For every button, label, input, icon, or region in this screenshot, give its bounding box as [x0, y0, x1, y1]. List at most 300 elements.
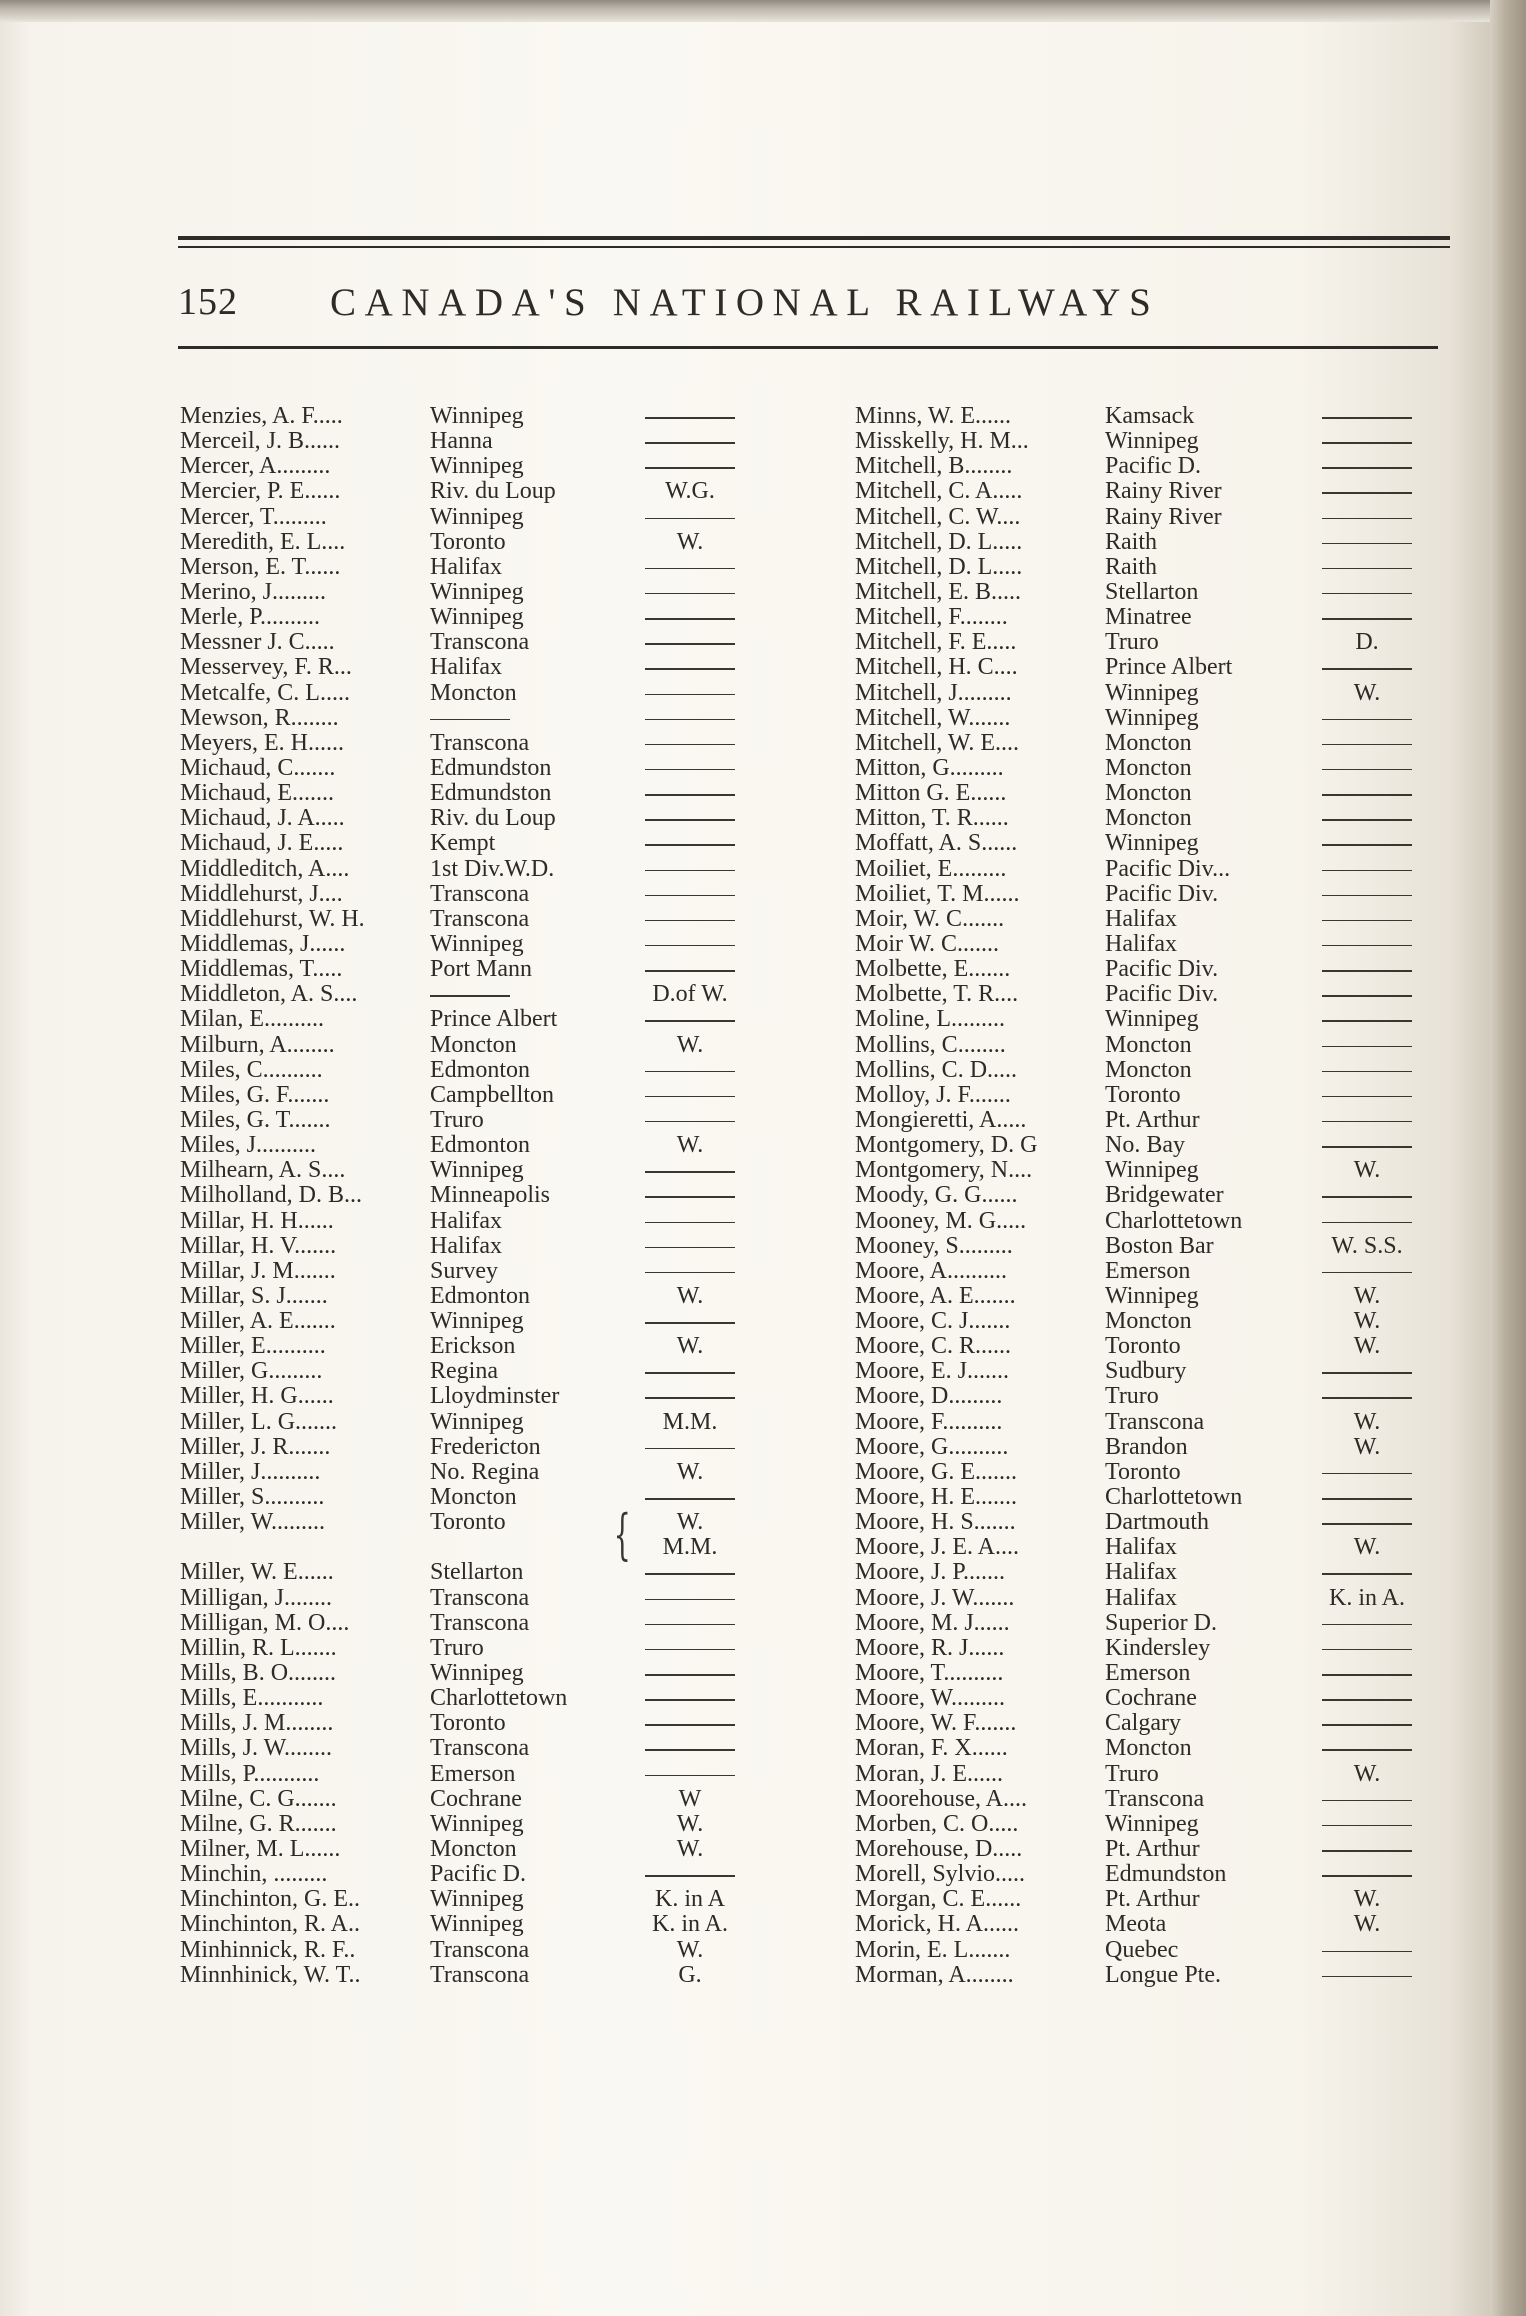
entry-location: Winnipeg — [430, 403, 524, 429]
entry-location: Minatree — [1105, 604, 1192, 631]
directory-entry — [855, 1636, 1495, 1661]
directory-entry — [180, 1636, 820, 1661]
entry-location: Pacific Div. — [1105, 956, 1219, 983]
entry-name: Milburn, A........ — [180, 1031, 335, 1058]
entry-location: Pt. Arthur — [1105, 1836, 1200, 1863]
entry-name: Mitchell, H. C.... — [855, 654, 1018, 681]
status-blank-dash — [1322, 1146, 1412, 1148]
status-blank-dash — [1322, 1624, 1412, 1626]
entry-status: W. — [1353, 1282, 1381, 1309]
entry-location: Pacific Div... — [1105, 855, 1231, 882]
entry-location: Brandon — [1105, 1433, 1188, 1460]
status-blank-dash — [1322, 744, 1412, 746]
status-blank-dash — [1322, 1875, 1412, 1877]
entry-location: Winnipeg — [430, 930, 524, 957]
entry-location: Moncton — [1105, 780, 1192, 807]
status-blank-dash — [645, 895, 735, 897]
status-blank-dash — [1322, 1196, 1412, 1198]
entry-location: Winnipeg — [1105, 679, 1199, 706]
directory-entry — [855, 1334, 1495, 1359]
entry-location: Kamsack — [1105, 403, 1195, 429]
entry-status: W. — [676, 1132, 704, 1159]
entry-location: Transcona — [430, 629, 530, 656]
status-blank-dash — [645, 819, 735, 821]
entry-location: Moncton — [430, 1836, 517, 1863]
entry-location: Truro — [1105, 1760, 1159, 1787]
directory-entry — [180, 806, 820, 831]
status-blank-dash — [645, 970, 735, 972]
entry-name: Mitchell, F........ — [855, 604, 1008, 631]
entry-status: G. — [678, 1961, 702, 1988]
entry-location: Moncton — [1105, 805, 1192, 832]
entry-status: W. — [676, 1810, 704, 1837]
directory-entry — [855, 1133, 1495, 1158]
directory-entry — [855, 857, 1495, 882]
status-blank-dash — [1322, 794, 1412, 796]
directory-entry — [855, 706, 1495, 731]
entry-name: Millin, R. L....... — [180, 1634, 337, 1661]
directory-entry — [180, 1560, 820, 1585]
entry-status: D. — [1355, 629, 1379, 656]
directory-entry — [855, 1862, 1495, 1887]
entry-name: Merino, J......... — [180, 578, 326, 605]
status-blank-dash — [1322, 920, 1412, 922]
directory-entry — [855, 479, 1495, 504]
entry-name: Morehouse, D..... — [855, 1836, 1023, 1863]
entry-name: Morick, H. A...... — [855, 1911, 1019, 1938]
entry-location: Winnipeg — [430, 1911, 524, 1938]
status-blank-dash — [645, 1573, 735, 1575]
header-rule-thick — [178, 236, 1450, 240]
entry-name: Merle, P.......... — [180, 604, 320, 631]
directory-entry — [180, 982, 820, 1007]
directory-entry — [180, 1108, 820, 1133]
location-blank-dash — [430, 719, 510, 721]
entry-name: Moore, C. R...... — [855, 1333, 1011, 1360]
status-blank-dash — [1322, 719, 1412, 721]
entry-location: No. Bay — [1105, 1132, 1185, 1159]
entry-name: Mitchell, J......... — [855, 679, 1012, 706]
entry-status: W. S.S. — [1331, 1232, 1403, 1259]
entry-status: W. — [1353, 1333, 1381, 1360]
entry-name: Moiliet, T. M...... — [855, 880, 1020, 907]
status-blank-dash — [645, 1020, 735, 1022]
entry-status: W. — [676, 1509, 704, 1536]
entry-status: W. — [1353, 1760, 1381, 1787]
entry-name: Moore, G. E....... — [855, 1458, 1017, 1485]
directory-entry — [180, 580, 820, 605]
entry-name: Miller, J.......... — [180, 1458, 321, 1485]
directory-entry — [180, 1309, 820, 1334]
entry-name: Moorehouse, A.... — [855, 1785, 1027, 1812]
status-blank-dash — [645, 719, 735, 721]
status-blank-dash — [1322, 1498, 1412, 1500]
status-blank-dash — [645, 945, 735, 947]
page-spine-edge — [1490, 0, 1526, 2316]
directory-entry — [180, 1711, 820, 1736]
entry-name: Mongieretti, A..... — [855, 1106, 1027, 1133]
status-blank-dash — [645, 1222, 735, 1224]
entry-name: Molloy, J. F....... — [855, 1081, 1011, 1108]
entry-location: Winnipeg — [1105, 428, 1199, 455]
status-blank-dash — [645, 844, 735, 846]
status-blank-dash — [645, 1247, 735, 1249]
directory-entry — [855, 655, 1495, 680]
directory-entry — [180, 530, 820, 555]
entry-location: Toronto — [430, 1509, 506, 1536]
entry-name: Minnhinick, W. T.. — [180, 1961, 361, 1988]
entry-location: Winnipeg — [430, 1660, 524, 1687]
entry-location: Pacific D. — [430, 1861, 526, 1888]
entry-name: Mitton G. E...... — [855, 780, 1007, 807]
entry-name: Mitchell, F. E..... — [855, 629, 1017, 656]
directory-entry — [180, 1460, 820, 1485]
status-blank-dash — [645, 1071, 735, 1073]
status-blank-dash — [645, 1272, 735, 1274]
entry-name: Molbette, E....... — [855, 956, 1011, 983]
directory-entry — [180, 1384, 820, 1409]
entry-name: Moore, W......... — [855, 1685, 1005, 1712]
entry-location: Halifax — [1105, 1559, 1177, 1586]
directory-entry — [855, 1460, 1495, 1485]
status-blank-dash — [645, 568, 735, 570]
entry-location: Halifax — [1105, 1534, 1177, 1561]
entry-location: Stellarton — [430, 1559, 524, 1586]
status-blank-dash — [645, 769, 735, 771]
entry-name: Middleditch, A.... — [180, 855, 350, 882]
directory-entry — [180, 1485, 820, 1510]
status-blank-dash — [1322, 1825, 1412, 1827]
status-blank-dash — [1322, 970, 1412, 972]
directory-entry — [855, 1887, 1495, 1912]
entry-name: Moore, A. E....... — [855, 1282, 1016, 1309]
status-blank-dash — [1322, 1372, 1412, 1374]
entry-name: Mitchell, E. B..... — [855, 578, 1021, 605]
directory-entry — [180, 1503, 820, 1567]
entry-name: Milan, E.......... — [180, 1006, 324, 1033]
entry-location: Truro — [430, 1634, 484, 1661]
entry-location: Edmonton — [430, 1132, 530, 1159]
status-blank-dash — [1322, 1951, 1412, 1953]
status-blank-dash — [1322, 1699, 1412, 1701]
entry-location: Stellarton — [1105, 578, 1199, 605]
entry-location: Transcona — [1105, 1408, 1205, 1435]
entry-location: Winnipeg — [1105, 1157, 1199, 1184]
entry-status: W. — [1353, 679, 1381, 706]
entry-location: Winnipeg — [430, 1157, 524, 1184]
page-top-edge — [0, 0, 1526, 22]
entry-name: Morman, A........ — [855, 1961, 1014, 1988]
entry-status: W. — [1353, 1911, 1381, 1938]
status-blank-dash — [1322, 467, 1412, 469]
entry-name: Moore, G.......... — [855, 1433, 1009, 1460]
entry-name: Miller, W......... — [180, 1509, 326, 1536]
status-blank-dash — [1322, 1046, 1412, 1048]
directory-entry — [180, 1938, 820, 1963]
entry-location: Winnipeg — [430, 578, 524, 605]
entry-name: Merson, E. T...... — [180, 553, 341, 580]
entry-name: Miller, A. E....... — [180, 1308, 336, 1335]
directory-entry — [180, 882, 820, 907]
entry-name: Millar, S. J....... — [180, 1282, 328, 1309]
directory-entry — [855, 1812, 1495, 1837]
header-rule-thin — [178, 246, 1450, 248]
directory-entry — [855, 1711, 1495, 1736]
status-blank-dash — [645, 794, 735, 796]
entry-name: Moore, R. J...... — [855, 1634, 1005, 1661]
status-blank-dash — [1322, 1749, 1412, 1751]
entry-location: Pacific D. — [1105, 453, 1201, 480]
entry-name: Miller, G......... — [180, 1358, 323, 1385]
entry-location: Riv. du Loup — [430, 478, 556, 505]
entry-location: Winnipeg — [1105, 1006, 1199, 1033]
entry-location: Charlottetown — [430, 1685, 568, 1712]
entry-name: Miller, J. R....... — [180, 1433, 331, 1460]
entry-name: Metcalfe, C. L..... — [180, 679, 350, 706]
status-blank-dash — [645, 618, 735, 620]
status-blank-dash — [1322, 844, 1412, 846]
status-blank-dash — [645, 1171, 735, 1173]
entry-name: Minns, W. E...... — [855, 403, 1012, 429]
status-blank-dash — [645, 1096, 735, 1098]
status-blank-dash — [645, 1196, 735, 1198]
directory-entry — [855, 1058, 1495, 1083]
entry-name: Milligan, J........ — [180, 1584, 333, 1611]
entry-location: Prince Albert — [430, 1006, 558, 1033]
directory-entry — [180, 655, 820, 680]
entry-location: Winnipeg — [430, 1408, 524, 1435]
entry-status: W. — [1353, 1308, 1381, 1335]
entry-location: Pacific Div. — [1105, 880, 1219, 907]
entry-location: Winnipeg — [1105, 1282, 1199, 1309]
directory-entry — [855, 831, 1495, 856]
entry-location: Transcona — [430, 905, 530, 932]
status-blank-dash — [645, 694, 735, 696]
entry-location: Winnipeg — [1105, 830, 1199, 857]
status-blank-dash — [645, 1699, 735, 1701]
entry-name: Mills, J. M........ — [180, 1710, 334, 1737]
status-blank-dash — [645, 1624, 735, 1626]
directory-entry — [180, 831, 820, 856]
entry-location: Toronto — [1105, 1458, 1181, 1485]
status-blank-dash — [1322, 1850, 1412, 1852]
entry-status: W. — [1353, 1157, 1381, 1184]
directory-entry — [180, 1435, 820, 1460]
directory-entry — [180, 1033, 820, 1058]
directory-entry — [855, 932, 1495, 957]
entry-location: Sudbury — [1105, 1358, 1187, 1385]
directory-entry — [855, 681, 1495, 706]
status-blank-dash — [645, 1875, 735, 1877]
entry-name: Minchinton, G. E.. — [180, 1886, 360, 1913]
directory-entry — [855, 1158, 1495, 1183]
entry-location: Toronto — [430, 528, 506, 555]
status-blank-dash — [645, 1397, 735, 1399]
directory-entry — [855, 1787, 1495, 1812]
entry-location: Winnipeg — [1105, 1810, 1199, 1837]
entry-location: Superior D. — [1105, 1609, 1217, 1636]
entry-name: Moore, D......... — [855, 1383, 1003, 1410]
directory-entry — [180, 1887, 820, 1912]
entry-name: Menzies, A. F..... — [180, 403, 343, 429]
status-blank-dash — [1322, 593, 1412, 595]
entry-name: Miller, H. G...... — [180, 1383, 334, 1410]
directory-entry — [180, 605, 820, 630]
directory-entry — [855, 1108, 1495, 1133]
entry-name: Morin, E. L....... — [855, 1936, 1011, 1963]
directory-entry — [855, 404, 1495, 429]
status-blank-dash — [645, 417, 735, 419]
entry-status: W.G. — [665, 478, 715, 505]
directory-entry — [855, 1033, 1495, 1058]
status-blank-dash — [645, 1724, 735, 1726]
entry-location: Edmundston — [430, 780, 552, 807]
entry-name: Mercer, T......... — [180, 503, 327, 530]
entry-status: W. — [676, 528, 704, 555]
directory-entry — [180, 1334, 820, 1359]
status-blank-dash — [1322, 1473, 1412, 1475]
entry-location: Rainy River — [1105, 478, 1222, 505]
entry-location: Moncton — [430, 679, 517, 706]
status-blank-dash — [1322, 1800, 1412, 1802]
location-blank-dash — [430, 995, 510, 997]
entry-name: Mitchell, D. L..... — [855, 553, 1023, 580]
entry-location: Moncton — [1105, 1735, 1192, 1762]
entry-name: Moline, L......... — [855, 1006, 1005, 1033]
directory-entry — [180, 630, 820, 655]
directory-entry — [180, 1963, 820, 1988]
page-number: 152 — [178, 281, 238, 323]
page-header — [178, 280, 1438, 330]
entry-name: Mitchell, W. E.... — [855, 729, 1019, 756]
directory-entry — [855, 1586, 1495, 1611]
directory-entry — [180, 756, 820, 781]
entry-location: Calgary — [1105, 1710, 1181, 1737]
entry-name: Mills, B. O........ — [180, 1660, 337, 1687]
entry-location: Transcona — [430, 729, 530, 756]
directory-entry — [180, 957, 820, 982]
status-blank-dash — [1322, 1096, 1412, 1098]
status-blank-dash — [1322, 417, 1412, 419]
entry-status: W. — [676, 1458, 704, 1485]
entry-location: Prince Albert — [1105, 654, 1233, 681]
directory-entry — [855, 1259, 1495, 1284]
entry-location: Edmundston — [1105, 1861, 1227, 1888]
entry-location: Pacific Div. — [1105, 981, 1219, 1008]
entry-name: Michaud, E....... — [180, 780, 334, 807]
status-blank-dash — [1322, 618, 1412, 620]
status-blank-dash — [1322, 769, 1412, 771]
entry-name: Michaud, J. A..... — [180, 805, 345, 832]
entry-name: Milner, M. L...... — [180, 1836, 341, 1863]
entry-location: Riv. du Loup — [430, 805, 556, 832]
entry-name: Moore, E. J....... — [855, 1358, 1009, 1385]
entry-status: K. in A — [654, 1886, 725, 1913]
entry-location: 1st Div.W.D. — [430, 855, 555, 882]
entry-name: Miller, W. E...... — [180, 1559, 334, 1586]
directory-entry — [855, 1912, 1495, 1937]
entry-name: Moore, T.......... — [855, 1660, 1004, 1687]
entry-name: Minhinnick, R. F.. — [180, 1936, 356, 1963]
status-blank-dash — [1322, 543, 1412, 545]
status-blank-dash — [1322, 1222, 1412, 1224]
entry-location: Halifax — [1105, 1584, 1177, 1611]
entry-location: Toronto — [1105, 1081, 1181, 1108]
status-blank-dash — [645, 442, 735, 444]
directory-entry — [180, 1083, 820, 1108]
directory-entry — [855, 1661, 1495, 1686]
entry-name: Michaud, C....... — [180, 754, 336, 781]
entry-name: Miles, C.......... — [180, 1056, 323, 1083]
entry-location: Edmundston — [430, 754, 552, 781]
entry-status: W. — [1353, 1433, 1381, 1460]
entry-name: Milholland, D. B... — [180, 1182, 363, 1209]
entry-name: Meyers, E. H...... — [180, 729, 344, 756]
directory-entry — [855, 1560, 1495, 1585]
entry-name: Moffatt, A. S...... — [855, 830, 1018, 857]
entry-name: Mitchell, C. W.... — [855, 503, 1021, 530]
entry-name: Minchinton, R. A.. — [180, 1911, 361, 1938]
entry-location: Raith — [1105, 553, 1157, 580]
entry-name: Meredith, E. L.... — [180, 528, 346, 555]
entry-name: Miles, J.......... — [180, 1132, 317, 1159]
entry-location: Emerson — [1105, 1257, 1191, 1284]
directory-entry — [180, 932, 820, 957]
directory-entry — [855, 1535, 1495, 1560]
entry-location: Pt. Arthur — [1105, 1886, 1200, 1913]
directory-entry — [855, 957, 1495, 982]
directory-entry — [180, 1410, 820, 1435]
directory-entry — [180, 479, 820, 504]
entry-location: Charlottetown — [1105, 1207, 1243, 1234]
entry-location: Emerson — [1105, 1660, 1191, 1687]
status-blank-dash — [1322, 492, 1412, 494]
directory-entry — [855, 1762, 1495, 1787]
entry-location: Moncton — [1105, 1308, 1192, 1335]
left-column — [180, 404, 820, 1988]
directory-entry — [180, 555, 820, 580]
entry-name: Mitchell, W....... — [855, 704, 1011, 731]
status-blank-dash — [1322, 1724, 1412, 1726]
directory-entry — [855, 1938, 1495, 1963]
directory-entry — [180, 1133, 820, 1158]
status-blank-dash — [1322, 442, 1412, 444]
entry-location: Meota — [1105, 1911, 1167, 1938]
status-blank-dash — [1322, 1523, 1412, 1525]
directory-entry — [180, 1661, 820, 1686]
entry-name: Mewson, R........ — [180, 704, 339, 731]
status-blank-dash — [645, 1322, 735, 1324]
entry-location: Regina — [430, 1358, 498, 1385]
directory-entry — [180, 1812, 820, 1837]
directory-entry — [855, 1410, 1495, 1435]
entry-location: Transcona — [1105, 1785, 1205, 1812]
directory-entry — [855, 806, 1495, 831]
entry-name: Moir W. C....... — [855, 930, 1000, 957]
entry-location: Transcona — [430, 1609, 530, 1636]
status-blank-dash — [1322, 1674, 1412, 1676]
status-blank-dash — [1322, 1573, 1412, 1575]
entry-name: Moiliet, E......... — [855, 855, 1007, 882]
entry-location: Halifax — [1105, 930, 1177, 957]
directory-entry — [180, 429, 820, 454]
entry-name: Middleton, A. S.... — [180, 981, 358, 1008]
entry-status: W. — [676, 1282, 704, 1309]
entry-name: Minchin, ......... — [180, 1861, 328, 1888]
entry-name: Moore, W. F....... — [855, 1710, 1017, 1737]
entry-name: Moir, W. C....... — [855, 905, 1005, 932]
directory-entry — [180, 454, 820, 479]
